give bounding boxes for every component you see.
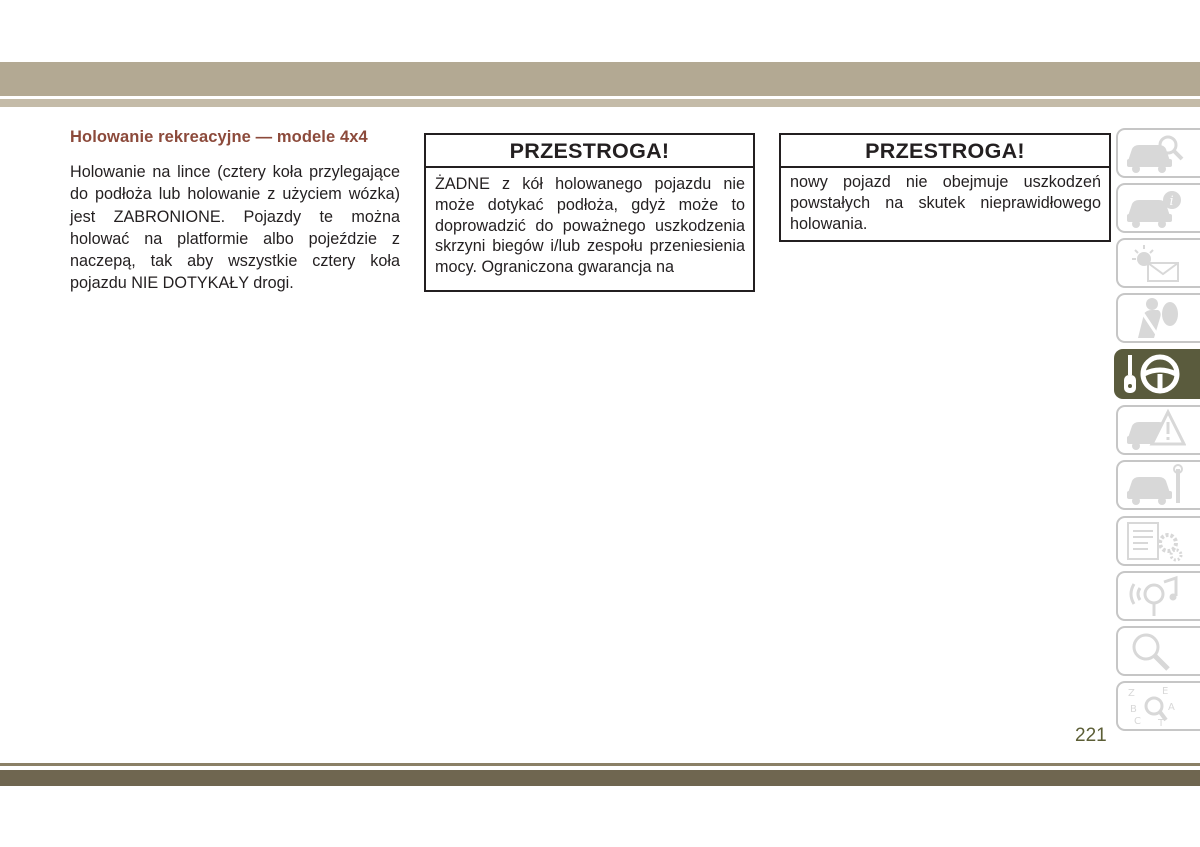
section-body: Holowanie na lince (cztery koła przylegające do podłoża lub holowanie z użyciem wózka) jest ZABRONIONE. Pojazdy te można holować na platformie albo pojeździe z naczepą, tak aby wszystkie cztery koła pojazdu NIE DOTYKAŁY drogi.	[70, 163, 400, 293]
chapter-tab-specifications[interactable]	[1116, 516, 1200, 566]
chapter-tab-service[interactable]	[1116, 460, 1200, 510]
alphabet-index-icon	[1124, 684, 1186, 728]
caution-text: ŻADNE z kół holowanego pojazdu nie może dotykać podłoża, gdyż może to doprowadzić do poważnego uszkodzenia skrzyni biegów i/lub zespołu przeniesienia mocy. Ograniczona gwarancja na	[435, 175, 745, 277]
chapter-tab-alphabetical-index[interactable]	[1116, 681, 1200, 731]
svg-text:E: E	[1162, 686, 1169, 697]
svg-text:C: C	[1134, 716, 1141, 727]
chapter-tab-dashboard[interactable]	[1116, 183, 1200, 233]
search-index-icon	[1124, 629, 1186, 673]
svg-text:A: A	[1168, 702, 1175, 713]
car-search-icon	[1124, 131, 1186, 175]
specs-gear-icon	[1124, 519, 1186, 563]
section-column	[70, 128, 400, 295]
footer-band	[0, 770, 1200, 786]
multimedia-icon	[1124, 574, 1186, 618]
section-title: Holowanie rekreacyjne — modele 4x4	[70, 128, 368, 146]
caution-heading: PRZESTROGA!	[426, 135, 753, 168]
chapter-tab-warning-lights[interactable]	[1116, 238, 1200, 288]
chapter-tab-emergency[interactable]	[1116, 405, 1200, 455]
seatbelt-airbag-icon	[1124, 296, 1186, 340]
car-info-icon	[1124, 186, 1186, 230]
header-band	[0, 62, 1200, 96]
car-hazard-icon	[1124, 408, 1186, 452]
chapter-tab-multimedia[interactable]	[1116, 571, 1200, 621]
svg-text:B: B	[1130, 704, 1137, 715]
caution-box-1	[424, 133, 755, 292]
chapter-tab-safety[interactable]	[1116, 293, 1200, 343]
chapter-tab-starting-driving[interactable]	[1114, 349, 1200, 399]
caution-heading: PRZESTROGA!	[781, 135, 1109, 168]
svg-text:i: i	[1169, 194, 1174, 209]
header-rule	[0, 99, 1200, 107]
footer-rule	[0, 763, 1200, 766]
chapter-tab-index[interactable]	[1116, 626, 1200, 676]
page-number: 221	[1075, 725, 1107, 746]
svg-text:T: T	[1158, 718, 1165, 728]
svg-text:Z: Z	[1128, 688, 1135, 699]
caution-box-2	[779, 133, 1111, 242]
car-service-icon	[1124, 463, 1186, 507]
chapter-tab-know-vehicle[interactable]	[1116, 128, 1200, 178]
warning-lights-icon	[1124, 241, 1186, 285]
caution-text: nowy pojazd nie obejmuje uszkodzeń powstałych na skutek nieprawidłowego holowania.	[790, 173, 1101, 233]
key-steering-icon	[1122, 352, 1184, 396]
